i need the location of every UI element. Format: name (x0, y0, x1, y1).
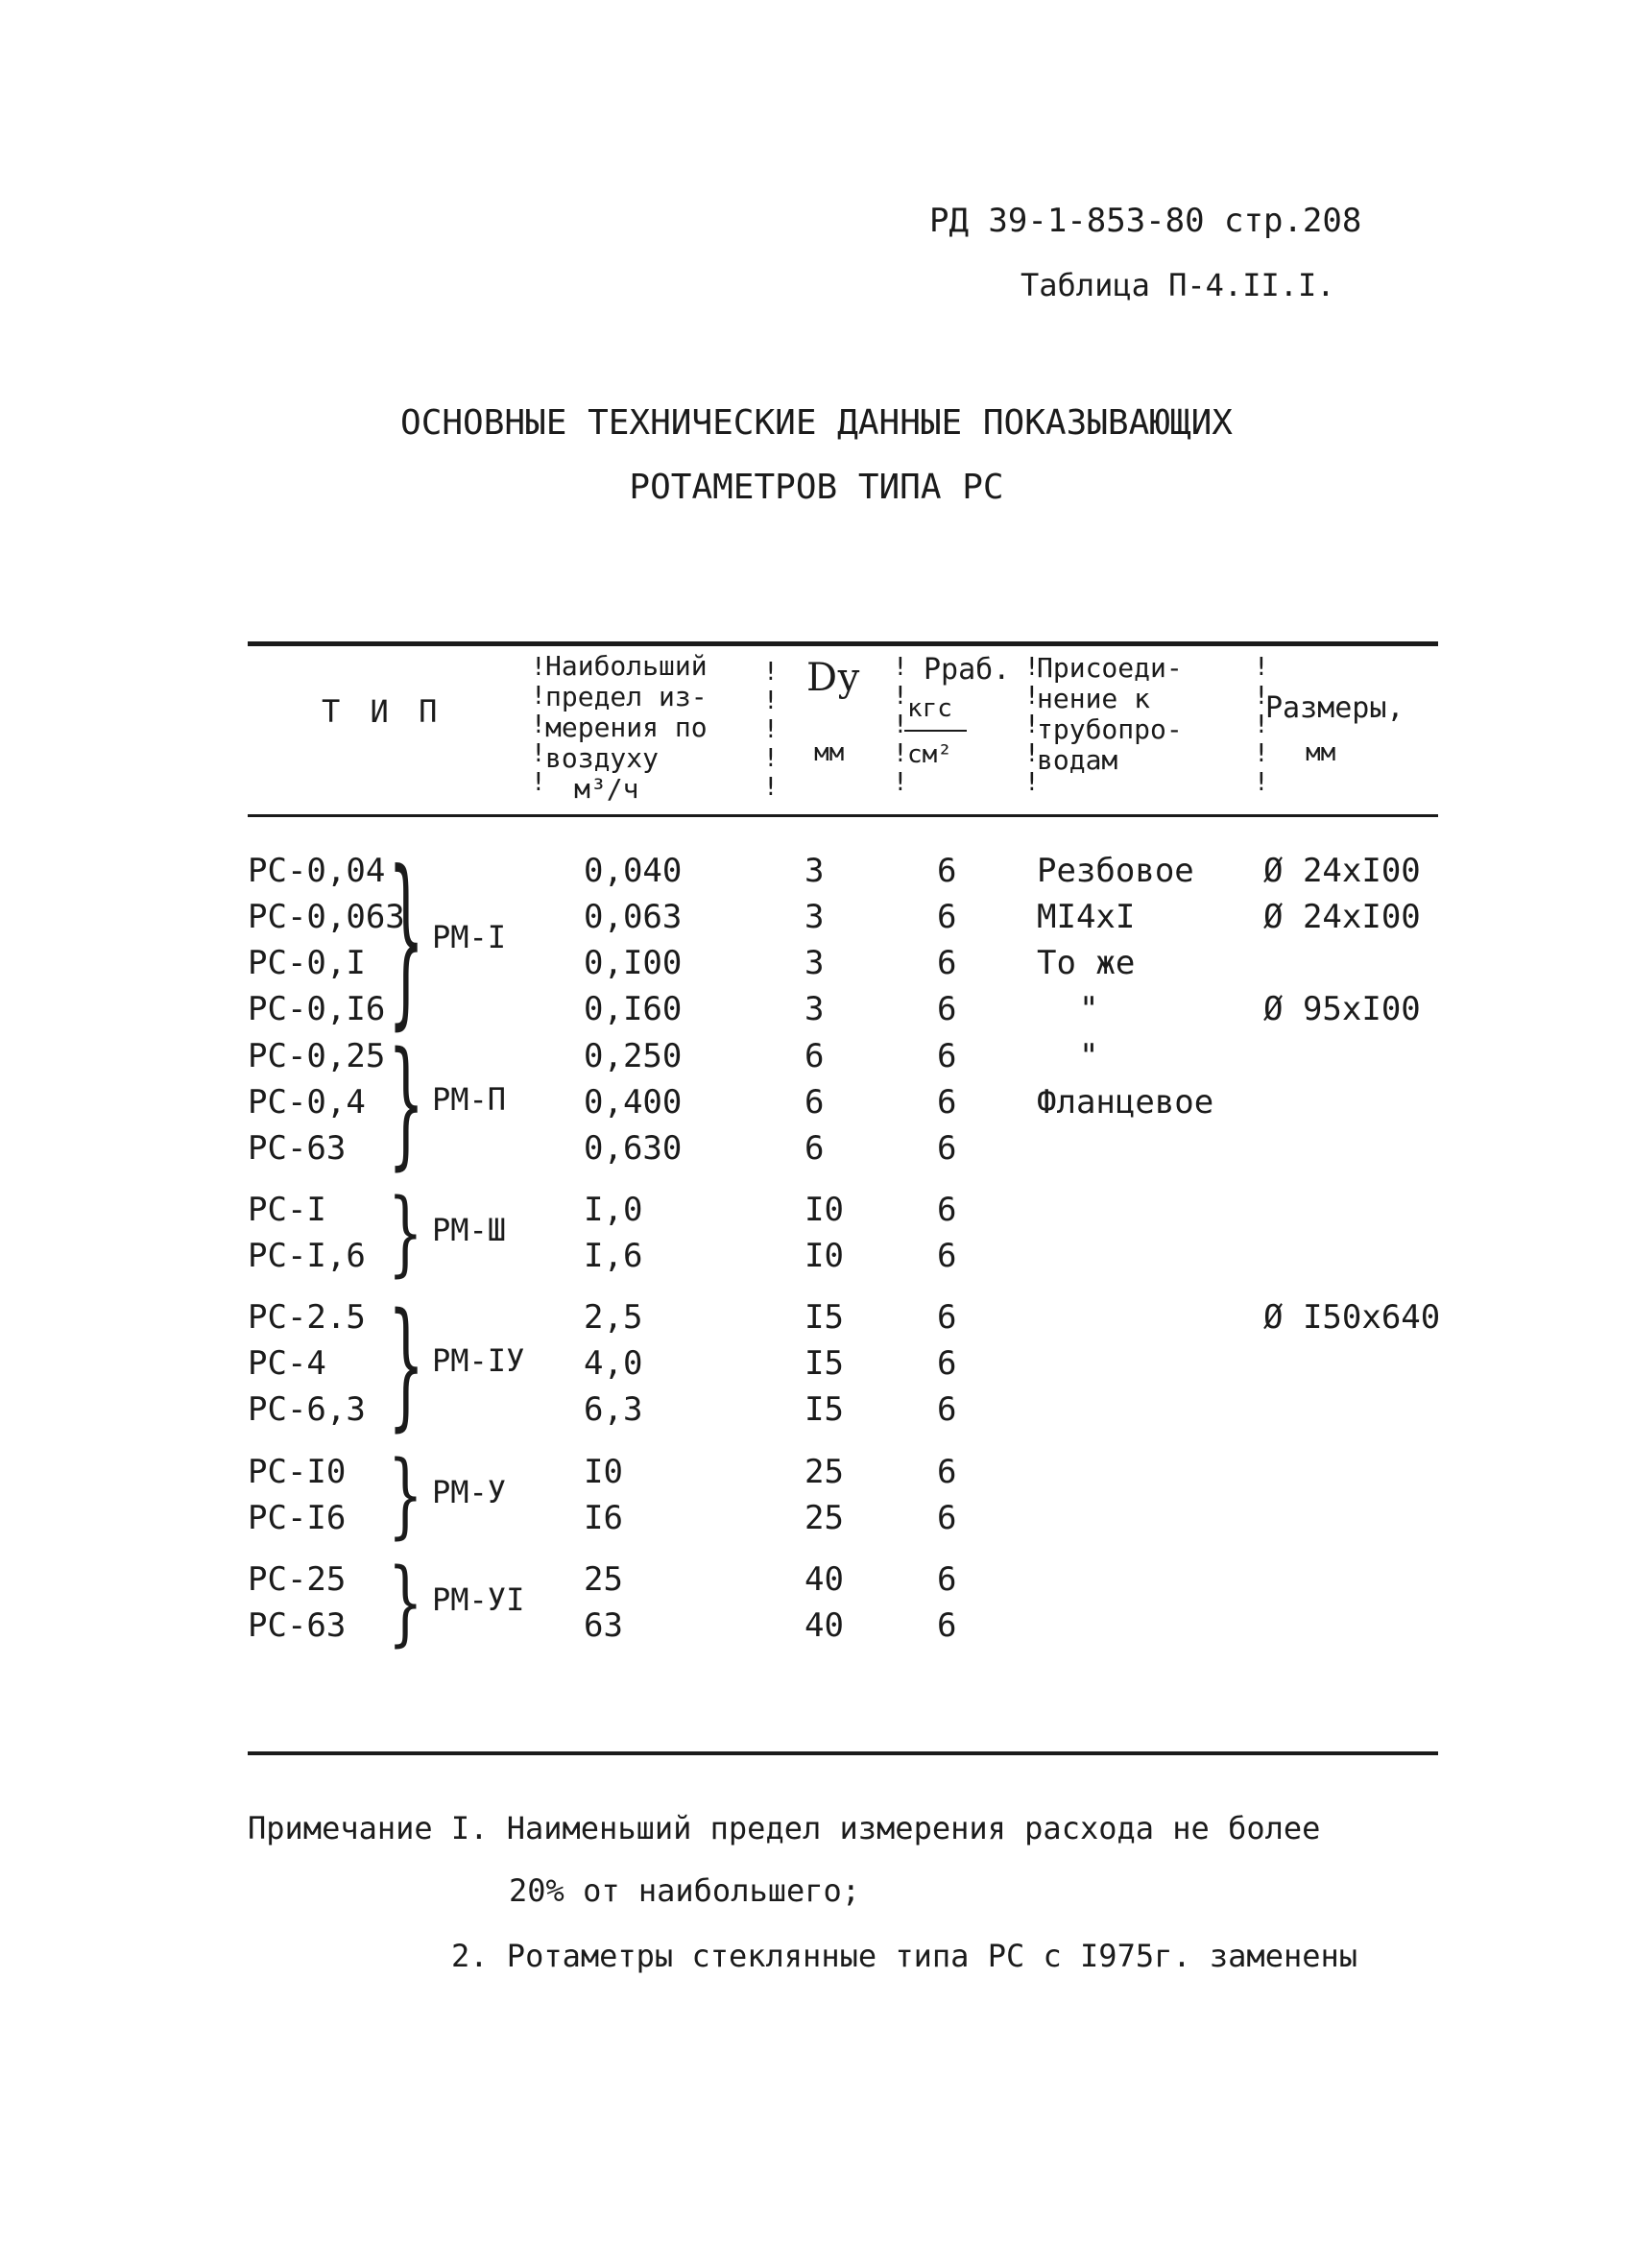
row-pressure-cell: 6 (937, 1037, 957, 1075)
column-header-pressure-unit-denominator: см² (907, 740, 952, 769)
row-dy-cell: 25 (804, 1453, 844, 1491)
column-header-limit-line: воздуху (545, 742, 660, 774)
row-type-cell: РС-0,04 (248, 852, 386, 890)
row-dy-cell: 40 (804, 1560, 844, 1599)
group-brace: } (388, 832, 425, 1047)
row-dy-cell: 3 (804, 990, 825, 1028)
row-dy-cell: I5 (804, 1390, 844, 1429)
note-1-line-1: Примечание I. Наименьший предел измерения расхода не более (248, 1810, 1321, 1846)
row-limit-cell: 0,630 (584, 1129, 683, 1168)
row-type-cell: РС-0,I (248, 944, 366, 982)
row-limit-cell: 0,400 (584, 1083, 683, 1122)
row-pressure-cell: 6 (937, 898, 957, 936)
row-dy-cell: 3 (804, 944, 825, 982)
column-separator: ! ! ! ! ! (893, 653, 908, 797)
column-header-limit-line: предел из- (545, 681, 708, 712)
column-header-connection (1037, 653, 1183, 776)
row-pressure-cell: 6 (937, 1606, 957, 1645)
group-brace: } (388, 1549, 423, 1656)
column-header-limit (545, 651, 708, 805)
note-1-line-2: 20% от наибольшего; (509, 1872, 861, 1909)
row-limit-cell: 63 (584, 1606, 623, 1645)
group-label: РМ-Ш (432, 1212, 507, 1248)
row-dy-cell: 25 (804, 1499, 844, 1537)
row-size-cell: Ø 24хI00 (1263, 898, 1421, 936)
row-dy-cell: 6 (804, 1037, 825, 1075)
row-limit-cell: 2,5 (584, 1298, 643, 1337)
table-number: Таблица П-4.II.I. (1021, 267, 1335, 303)
column-header-dy-unit: мм (814, 738, 845, 767)
column-header-limit-line: Наибольший (545, 650, 708, 682)
column-separator: ! ! ! ! ! (531, 653, 546, 797)
row-connection-cell: МI4хI (1037, 898, 1136, 936)
row-dy-cell: 40 (804, 1606, 844, 1645)
row-connection-cell: " (1079, 990, 1099, 1028)
row-type-cell: РС-I,6 (248, 1237, 366, 1275)
column-header-type: Т И П (322, 693, 444, 730)
row-type-cell: РС-I (248, 1191, 326, 1229)
row-pressure-cell: 6 (937, 1499, 957, 1537)
group-label: РМ-IУ (432, 1342, 525, 1379)
row-type-cell: РС-0,25 (248, 1037, 386, 1075)
row-pressure-cell: 6 (937, 1344, 957, 1383)
row-type-cell: РС-0,I6 (248, 990, 386, 1028)
page-title-line-2: РОТАМЕТРОВ ТИПА РС (629, 468, 1004, 507)
row-pressure-cell: 6 (937, 1129, 957, 1168)
row-limit-cell: 6,3 (584, 1390, 643, 1429)
row-type-cell: РС-2.5 (248, 1298, 366, 1337)
column-header-connection-line: водам (1037, 744, 1118, 776)
row-dy-cell: 3 (804, 898, 825, 936)
table-bottom-rule (248, 1751, 1438, 1755)
row-limit-cell: 25 (584, 1560, 623, 1599)
row-limit-cell: I6 (584, 1499, 623, 1537)
row-type-cell: РС-25 (248, 1560, 347, 1599)
row-limit-cell: I,6 (584, 1237, 643, 1275)
row-connection-cell: Резбовое (1037, 852, 1194, 890)
row-dy-cell: I0 (804, 1237, 844, 1275)
row-type-cell: РС-63 (248, 1129, 347, 1168)
row-type-cell: РС-I0 (248, 1453, 347, 1491)
column-header-pressure-unit-numerator: кгс (907, 694, 952, 723)
row-limit-cell: 0,250 (584, 1037, 683, 1075)
row-limit-cell: I,0 (584, 1191, 643, 1229)
row-limit-cell: 0,063 (584, 898, 683, 936)
row-pressure-cell: 6 (937, 990, 957, 1028)
table-header-rule (248, 814, 1438, 817)
row-dy-cell: 6 (804, 1083, 825, 1122)
column-header-connection-line: Присоеди- (1037, 652, 1183, 684)
row-dy-cell: 3 (804, 852, 825, 890)
row-size-cell: Ø I50х640 (1263, 1298, 1441, 1337)
row-pressure-cell: 6 (937, 1083, 957, 1122)
row-connection-cell: То же (1037, 944, 1136, 982)
document-reference: РД 39-1-853-80 стр.208 (929, 202, 1362, 240)
row-type-cell: РС-I6 (248, 1499, 347, 1537)
page-title-line-1: ОСНОВНЫЕ ТЕХНИЧЕСКИЕ ДАННЫЕ ПОКАЗЫВАЮЩИХ (400, 403, 1233, 443)
row-type-cell: РС-0,063 (248, 898, 405, 936)
row-limit-cell: I0 (584, 1453, 623, 1491)
row-limit-cell: 0,I60 (584, 990, 683, 1028)
row-pressure-cell: 6 (937, 1237, 957, 1275)
column-header-pressure-symbol: Pраб. (924, 653, 1011, 687)
group-brace: } (388, 1441, 423, 1549)
column-header-size: Размеры, (1265, 691, 1405, 725)
row-pressure-cell: 6 (937, 1191, 957, 1229)
column-separator: ! ! ! ! ! (763, 658, 779, 802)
row-dy-cell: I5 (804, 1298, 844, 1337)
row-pressure-cell: 6 (937, 1453, 957, 1491)
column-header-connection-line: нение к (1037, 683, 1151, 714)
row-pressure-cell: 6 (937, 852, 957, 890)
column-separator: ! ! ! ! ! (1024, 653, 1040, 797)
column-header-size-unit: мм (1306, 738, 1336, 767)
column-header-limit-unit: м³/ч (574, 773, 639, 805)
row-type-cell: РС-6,3 (248, 1390, 366, 1429)
row-size-cell: Ø 95хI00 (1263, 990, 1421, 1028)
row-pressure-cell: 6 (937, 1298, 957, 1337)
row-limit-cell: 4,0 (584, 1344, 643, 1383)
row-type-cell: РС-4 (248, 1344, 326, 1383)
column-header-limit-line: мерения по (545, 712, 708, 743)
row-pressure-cell: 6 (937, 944, 957, 982)
pressure-fraction-bar (904, 730, 967, 732)
row-pressure-cell: 6 (937, 1560, 957, 1599)
row-type-cell: РС-0,4 (248, 1083, 366, 1122)
group-brace: } (388, 1283, 425, 1444)
column-separator: ! ! ! ! ! (1254, 653, 1269, 797)
row-connection-cell: " (1079, 1037, 1099, 1075)
row-pressure-cell: 6 (937, 1390, 957, 1429)
row-type-cell: РС-63 (248, 1606, 347, 1645)
row-dy-cell: I5 (804, 1344, 844, 1383)
group-brace: } (388, 1022, 425, 1183)
group-label: РМ-УI (432, 1581, 525, 1618)
column-header-dy-symbol: Dу (806, 656, 860, 700)
row-dy-cell: I0 (804, 1191, 844, 1229)
table-top-rule (248, 641, 1438, 646)
row-connection-cell: Фланцевое (1037, 1083, 1214, 1122)
note-2: 2. Ротаметры стеклянные типа РС с I975г. заменены (451, 1938, 1358, 1974)
group-label: РМ-У (432, 1474, 507, 1510)
row-limit-cell: 0,040 (584, 852, 683, 890)
group-label: РМ-I (432, 919, 507, 955)
column-header-connection-line: трубопро- (1037, 713, 1183, 745)
group-brace: } (388, 1179, 423, 1287)
row-dy-cell: 6 (804, 1129, 825, 1168)
row-limit-cell: 0,I00 (584, 944, 683, 982)
group-label: РМ-П (432, 1081, 507, 1118)
row-size-cell: Ø 24хI00 (1263, 852, 1421, 890)
